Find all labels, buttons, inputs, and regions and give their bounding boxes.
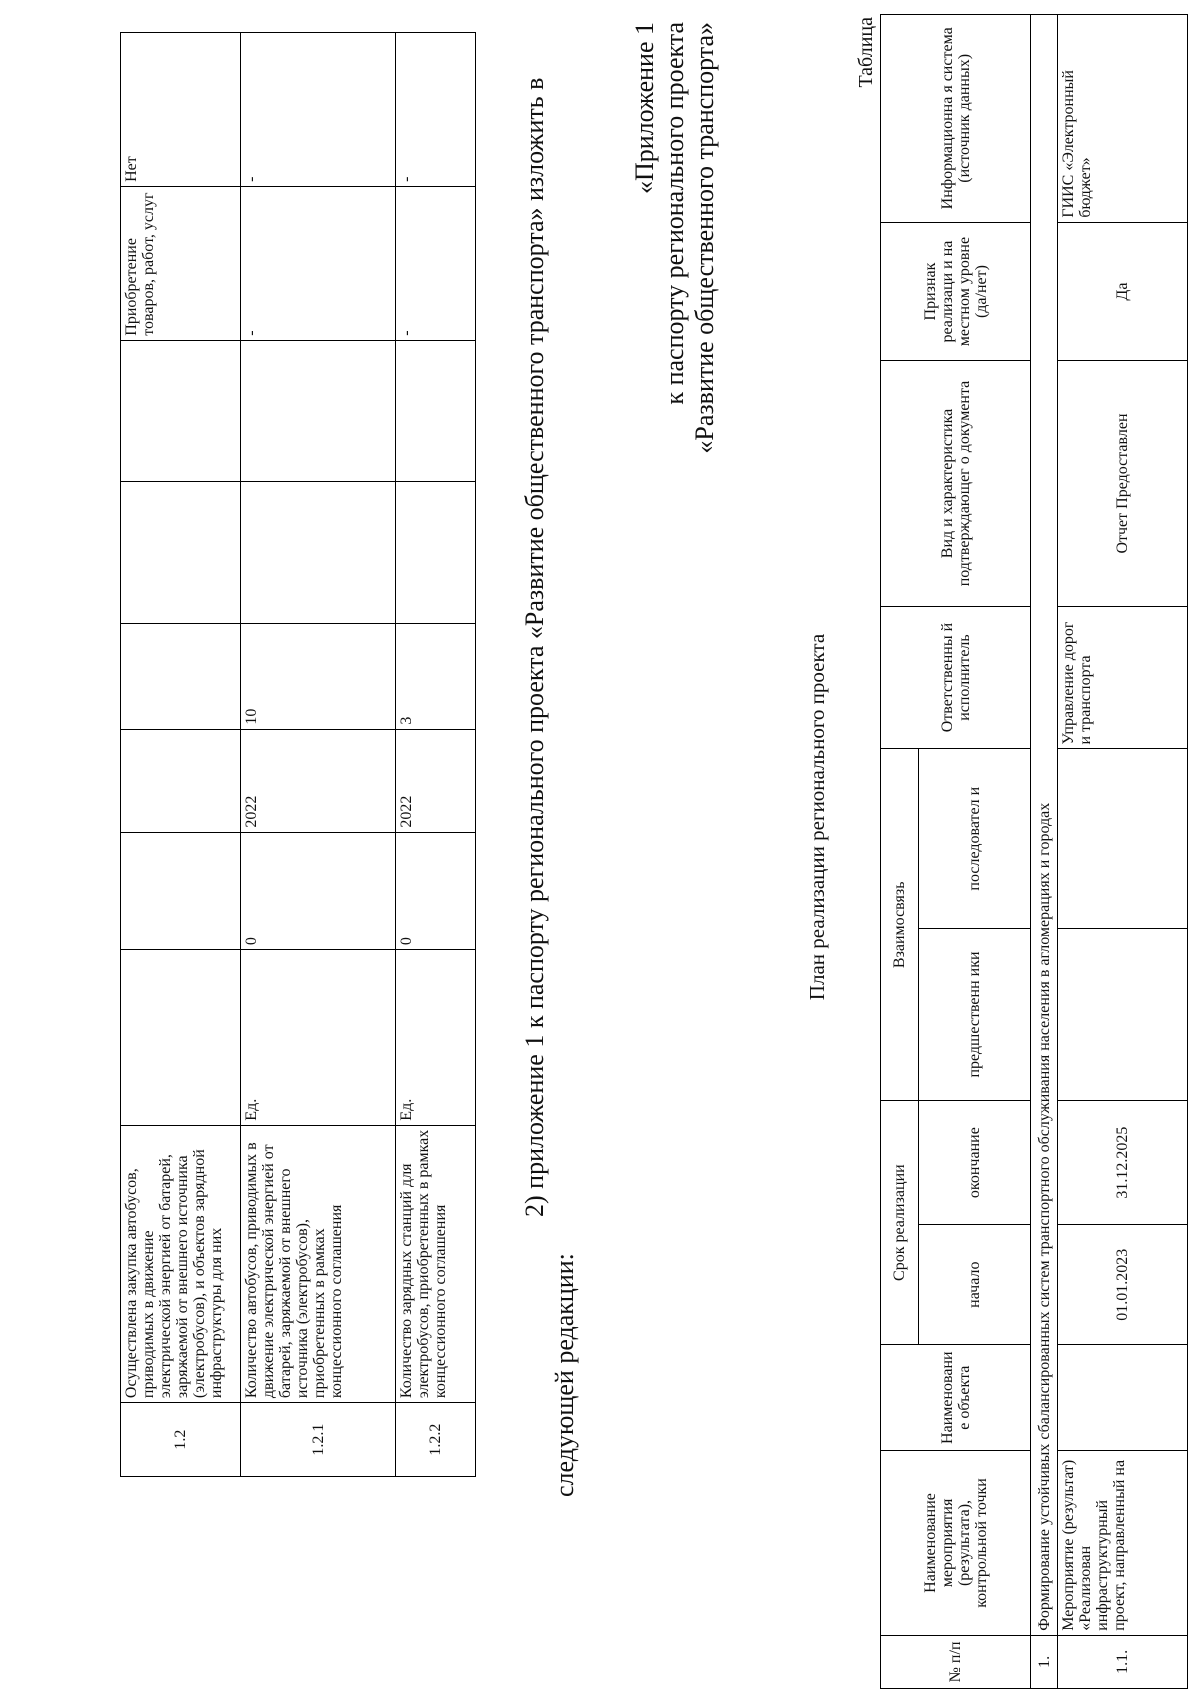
empty-cell (396, 482, 476, 624)
base-value-cell: 0 (241, 832, 396, 950)
table-row (396, 33, 476, 1477)
year-cell (121, 729, 241, 832)
plan-table (880, 14, 1188, 1689)
flag-cell: - (396, 33, 476, 187)
indicator-name: Количество автобусов, приводимых в движение электрической энергией от батарей, заряжаемой от внешнего источника (электробусов), приобретенных в рамках концессионного соглашения (241, 1125, 396, 1402)
end-date: 31.12.2025 (1057, 1101, 1187, 1225)
object-name (1057, 1345, 1187, 1451)
empty-cell (241, 340, 396, 482)
section-title: Формирование устойчивых сбалансированных систем транспортного обслуживания населения в агломерациях и городах (1031, 15, 1057, 1636)
header-object: Наименовани е объекта (881, 1345, 1031, 1451)
empty-cell (121, 340, 241, 482)
unit-cell: Ед. (396, 950, 476, 1126)
indicator-name: Осуществлена закупка автобусов, приводимых в движение электрической энергией от батарей, заряжаемой от внешнего источника (электробусов), и объектов зарядной инфраструктуры для них (121, 1125, 241, 1402)
base-value-cell: 0 (396, 832, 476, 950)
event-name: Мероприятие (результат) «Реализован инфраструктурный проект, направленный на (1057, 1451, 1187, 1636)
header-start: начало (919, 1225, 1031, 1345)
appendix-line-2: к паспорту регионального проекта (660, 22, 689, 405)
info-system-cell: ГИИС «Электронный бюджет» (1057, 15, 1187, 223)
table-row (121, 33, 241, 1477)
header-info-system: Информационна я система (источник данных) (881, 15, 1031, 223)
table-label: Таблица (855, 17, 877, 88)
unit-cell: Ед. (241, 950, 396, 1126)
base-value-cell (121, 832, 241, 950)
empty-cell (241, 482, 396, 624)
flag-cell: - (241, 33, 396, 187)
header-num: № п/п (881, 1635, 1031, 1688)
header-period: Срок реализации (881, 1101, 919, 1345)
row-number: 1.2 (121, 1403, 241, 1477)
flag-cell: Нет (121, 33, 241, 187)
indicator-name: Количество зарядных станций для электробусов, приобретенных в рамках концессионного соглашения (396, 1125, 476, 1402)
start-date: 01.01.2023 (1057, 1225, 1187, 1345)
header-relation: Взаимосвязь (881, 749, 919, 1101)
header-row (881, 15, 919, 1689)
appendix-heading (630, 22, 720, 697)
result-type-cell: - (241, 186, 396, 340)
header-document: Вид и характеристика подтверждающег о документа (881, 361, 1031, 606)
header-local: Признак реализаци и на местном уровне (да/нет) (881, 222, 1031, 361)
predecessors-cell (1057, 928, 1187, 1100)
unit-cell (121, 950, 241, 1126)
header-responsible: Ответственны й исполнитель (881, 606, 1031, 749)
empty-cell (396, 340, 476, 482)
local-flag-cell: Да (1057, 222, 1187, 361)
year-cell: 2022 (396, 729, 476, 832)
empty-cell (121, 482, 241, 624)
row-number: 1.2.1 (241, 1403, 396, 1477)
value-cell (121, 624, 241, 729)
indicators-table (120, 32, 476, 1477)
result-type-cell: - (396, 186, 476, 340)
header-event: Наименование мероприятия (результата), контрольной точки (881, 1451, 1031, 1636)
document-cell: Отчет Предоставлен (1057, 361, 1187, 606)
successors-cell (1057, 749, 1187, 928)
year-cell: 2022 (241, 729, 396, 832)
appendix-line-3: «Развитие общественного транспорта» (690, 22, 719, 454)
value-cell: 3 (396, 624, 476, 729)
table-row (241, 33, 396, 1477)
header-predecessors: предшественн ики (919, 928, 1031, 1100)
appendix-line-1: «Приложение 1 (630, 22, 659, 195)
table-row (1057, 15, 1187, 1689)
amendment-paragraph: 2) приложение 1 к паспорту регионального проекта «Развитие общественного транспорта» изложить в следующей редакции: (520, 77, 579, 1497)
result-type-cell: Приобретение товаров, работ, услуг (121, 186, 241, 340)
header-end: окончание (919, 1101, 1031, 1225)
plan-title: План реализации регионального проекта (805, 633, 829, 1001)
value-cell: 10 (241, 624, 396, 729)
row-number: 1.2.2 (396, 1403, 476, 1477)
section-num: 1. (1031, 1635, 1057, 1688)
header-successors: последовател и (919, 749, 1031, 928)
responsible-cell: Управление дорог и транспорта (1057, 606, 1187, 749)
row-number: 1.1. (1057, 1635, 1187, 1688)
section-row (1031, 15, 1057, 1689)
